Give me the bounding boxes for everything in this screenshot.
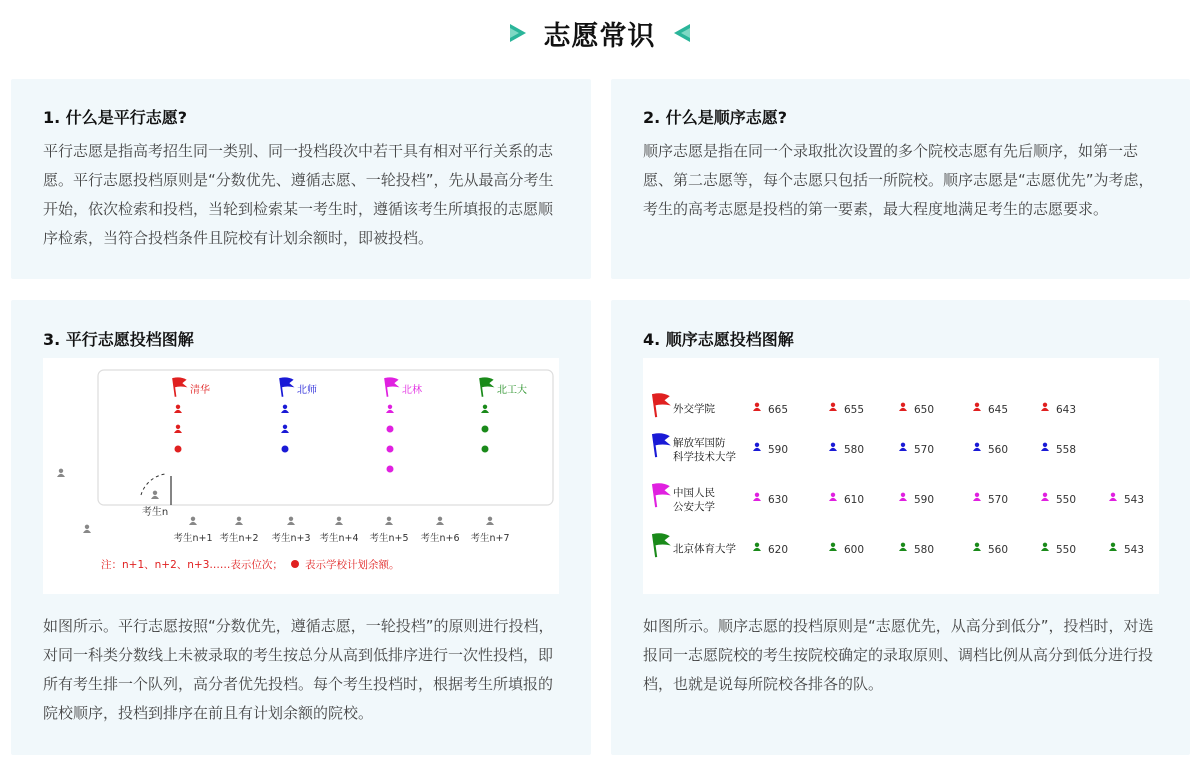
student-icon — [1109, 543, 1117, 551]
card-body: 如图所示。平行志愿按照“分数优先，遵循志愿，一轮投档”的原则进行投档，对同一科类分数线上未被录取的考生按总分从高到低排序进行一次性投档，即所有考生排一个队列，高分者优先投档。每个考生投档时，根据考生所填报的院校顺序，投档到排序在前且有计划余额的院校。 — [43, 617, 554, 722]
arrow-left-icon — [672, 23, 692, 43]
flag-icon — [653, 483, 671, 507]
score-label: 543 — [1124, 544, 1145, 556]
queue-student-label: 考生n+4 — [319, 533, 359, 544]
score-label: 550 — [1056, 544, 1077, 556]
school-name: 中国人民 — [673, 487, 715, 499]
score-label: 643 — [1056, 404, 1077, 416]
card-body: 平行志愿是指高考招生同一类别、同一投档段次中若干具有相对平行关系的志愿。平行志愿投档原则是“分数优先、遵循志愿、一轮投档”，先从最高分考生开始，依次检索和投档，当轮到检索某一考生时，遵循该考生所填报的志愿顺序检索，当符合投档条件且院校有计划余额时，即被投档。 — [43, 142, 554, 247]
score-label: 600 — [844, 544, 865, 556]
score-label: 645 — [988, 404, 1009, 416]
legend-note: 注：n+1、n+2、n+3……表示位次； — [101, 559, 283, 571]
student-icon — [829, 543, 837, 551]
card-heading: 3. 平行志愿投档图解 — [43, 330, 194, 349]
score-label: 580 — [914, 544, 935, 556]
student-icon — [899, 493, 907, 501]
school-name: 清华 — [190, 385, 210, 396]
student-icon — [829, 493, 837, 501]
school-name: 解放军国防 — [673, 437, 726, 449]
flag-icon — [653, 533, 671, 557]
queue-student-label: 考生n+7 — [470, 533, 510, 544]
score-label: 590 — [768, 444, 789, 456]
student-icon — [753, 493, 761, 501]
score-label: 655 — [844, 404, 865, 416]
student-icon — [1041, 403, 1049, 411]
queue-student-label: 考生n+6 — [420, 533, 460, 544]
student-icon — [436, 517, 444, 525]
student-icon — [829, 403, 837, 411]
queue-student-label: 考生n+1 — [173, 533, 213, 544]
card-body: 如图所示。顺序志愿的投档原则是“志愿优先，从高分到低分”，投档时，对选报同一志愿院校的考生按院校确定的录取原则、调档比例从高分到低分进行投档，也就是说每所院校各排各的队。 — [643, 617, 1154, 693]
arrow-right-icon — [508, 23, 528, 43]
school-name: 外交学院 — [673, 403, 715, 415]
queue-student-label: 考生n+5 — [369, 533, 409, 544]
card-parallel-definition — [11, 79, 591, 279]
school-name: 北师 — [297, 385, 317, 396]
student-icon — [973, 543, 981, 551]
student-icon — [899, 543, 907, 551]
score-label: 610 — [844, 494, 865, 506]
score-label: 665 — [768, 404, 789, 416]
card-body: 顺序志愿是指在同一个录取批次设置的多个院校志愿有先后顺序，如第一志愿、第二志愿等，每个志愿只包括一所院校。顺序志愿是“志愿优先”为考虑，考生的高考志愿是投档的第一要素，最大程度地满足考生的志愿要求。 — [643, 142, 1154, 218]
score-label: 543 — [1124, 494, 1145, 506]
quota-dot — [482, 446, 489, 453]
student-icon — [1041, 443, 1049, 451]
score-label: 650 — [914, 404, 935, 416]
student-icon — [753, 403, 761, 411]
score-label: 620 — [768, 544, 789, 556]
student-icon — [335, 517, 343, 525]
student-icon — [829, 443, 837, 451]
legend-note: 表示学校计划余额。 — [305, 559, 400, 571]
current-student-label: 考生n — [141, 507, 169, 518]
school-name: 北林 — [402, 385, 422, 396]
student-icon — [899, 403, 907, 411]
student-icon — [385, 517, 393, 525]
parallel-diagram — [43, 358, 559, 594]
student-icon — [189, 517, 197, 525]
card-parallel-diagram — [11, 300, 591, 755]
student-icon — [83, 525, 91, 533]
flag-icon — [653, 433, 671, 457]
student-icon — [1109, 493, 1117, 501]
score-label: 558 — [1056, 444, 1077, 456]
quota-dot — [175, 446, 182, 453]
school-box — [98, 370, 553, 505]
card-heading: 4. 顺序志愿投档图解 — [643, 330, 794, 349]
student-icon — [235, 517, 243, 525]
legend-dot — [291, 560, 299, 568]
queue-student-label: 考生n+2 — [219, 533, 259, 544]
student-icon — [57, 469, 65, 477]
student-icon — [973, 403, 981, 411]
score-label: 560 — [988, 544, 1009, 556]
score-label: 560 — [988, 444, 1009, 456]
quota-dot — [387, 446, 394, 453]
quota-dot — [282, 446, 289, 453]
score-label: 570 — [914, 444, 935, 456]
card-heading: 1. 什么是平行志愿? — [43, 108, 188, 127]
student-icon — [753, 443, 761, 451]
score-label: 580 — [844, 444, 865, 456]
card-sequential-definition — [611, 79, 1190, 279]
score-label: 630 — [768, 494, 789, 506]
score-label: 570 — [988, 494, 1009, 506]
score-label: 550 — [1056, 494, 1077, 506]
school-name: 北工大 — [497, 385, 527, 396]
school-name: 科学技术大学 — [673, 451, 736, 463]
school-name: 北京体育大学 — [673, 543, 736, 555]
student-icon — [486, 517, 494, 525]
quota-dot — [387, 466, 394, 473]
sequential-diagram — [643, 358, 1159, 594]
page-header — [0, 10, 1199, 56]
student-icon — [973, 493, 981, 501]
queue-student-label: 考生n+3 — [271, 533, 311, 544]
quota-dot — [387, 426, 394, 433]
student-icon — [899, 443, 907, 451]
card-heading: 2. 什么是顺序志愿? — [643, 108, 788, 127]
school-name: 公安大学 — [673, 501, 715, 513]
score-label: 590 — [914, 494, 935, 506]
student-icon — [1041, 493, 1049, 501]
student-icon — [753, 543, 761, 551]
quota-dot — [482, 426, 489, 433]
student-icon — [973, 443, 981, 451]
flag-icon — [653, 393, 671, 417]
card-sequential-diagram — [611, 300, 1190, 755]
student-icon — [287, 517, 295, 525]
page-title: 志愿常识 — [543, 20, 656, 52]
student-icon — [1041, 543, 1049, 551]
